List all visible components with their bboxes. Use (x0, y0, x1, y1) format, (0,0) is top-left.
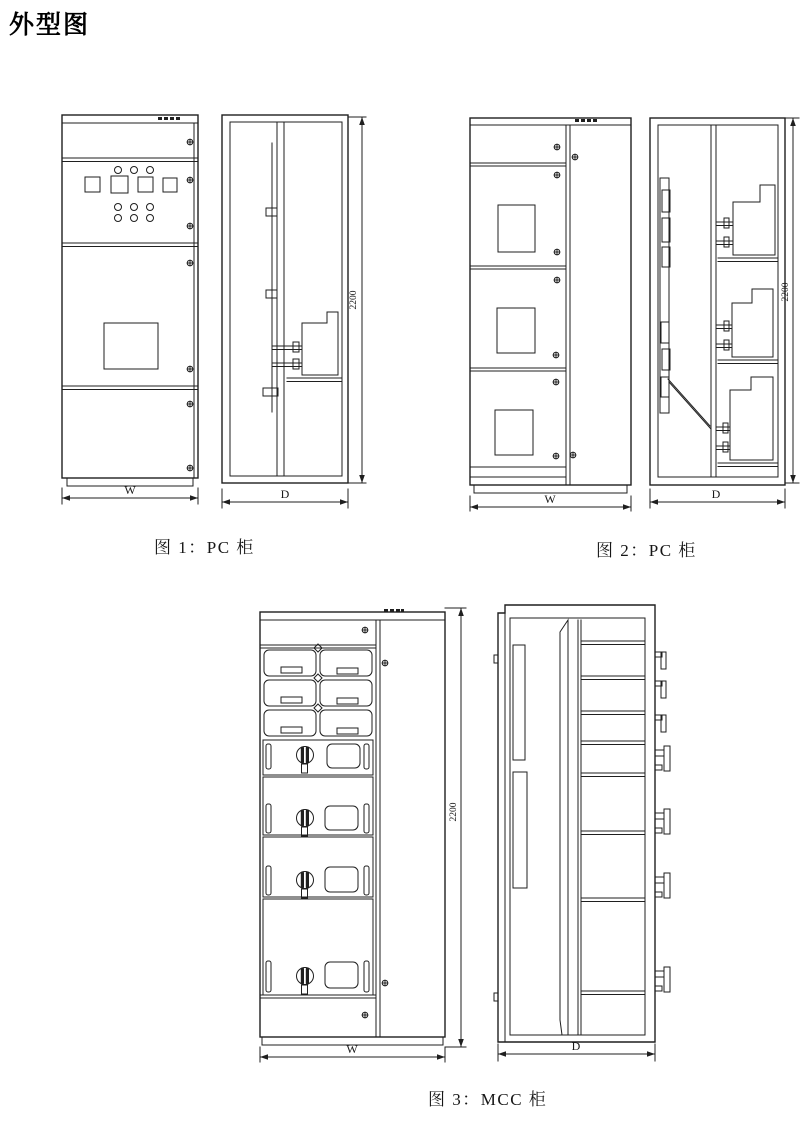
figure2-front-view (470, 118, 631, 493)
drawer-window (325, 806, 358, 830)
drawer-window (327, 744, 360, 768)
nameplate (158, 117, 180, 120)
circuit-breaker-bottom (716, 377, 778, 467)
figure3-height-dimension (445, 608, 466, 1047)
height-label: 2200 (349, 290, 359, 310)
width-label: W (346, 1042, 358, 1056)
figure3-caption: 图 3：MCC 柜 (428, 1090, 548, 1109)
rotary-switch (297, 872, 314, 889)
figure3-side-view (494, 605, 670, 1042)
drawer-unit-4 (263, 899, 373, 995)
depth-label: D (711, 487, 721, 501)
depth-label: D (280, 487, 290, 501)
circuit-breaker (302, 312, 338, 375)
ventilation-window (498, 205, 535, 252)
pushbuttons (115, 204, 154, 222)
panel-screws (187, 139, 193, 471)
rotary-switch (297, 747, 314, 764)
nameplate (575, 119, 597, 122)
busbar-chamber (513, 645, 527, 888)
indicator-lamps (115, 167, 154, 174)
figure3-front-view (260, 609, 445, 1045)
figure2-width-dimension (470, 492, 631, 511)
nameplate (384, 609, 404, 612)
drawer-shelves (581, 641, 645, 995)
rotary-switch (297, 968, 314, 985)
vertical-busbar (263, 143, 278, 412)
drawer-unit-3 (263, 837, 373, 898)
figure1-side-view (222, 115, 348, 483)
width-label: W (544, 492, 556, 506)
figure1-caption: 图 1：PC 柜 (154, 538, 255, 557)
ventilation-window (497, 308, 535, 353)
drawer-unit-1 (263, 740, 373, 775)
figure1-depth-dimension (222, 487, 348, 508)
cable-run (668, 379, 711, 429)
mounting-column (560, 620, 568, 1035)
meters (85, 176, 177, 193)
panel-screws (362, 627, 388, 1018)
drawer-window (325, 867, 358, 892)
circuit-breaker-top (716, 185, 778, 262)
ventilation-window (495, 410, 533, 455)
figure2-height-dimension (781, 118, 799, 483)
rotary-switch (297, 810, 314, 827)
depth-label: D (571, 1039, 581, 1053)
width-label: W (124, 483, 136, 497)
cable-duct (660, 178, 670, 413)
drawer-unit-2 (263, 777, 373, 836)
height-label: 2200 (449, 802, 459, 822)
figure1-front-view (62, 115, 198, 486)
drawer-window (325, 962, 358, 988)
drawer-handles (655, 652, 670, 992)
circuit-breaker-middle (716, 289, 778, 364)
figure2-depth-dimension (650, 487, 785, 508)
page-title: 外型图 (9, 10, 91, 39)
height-label: 2200 (781, 282, 791, 302)
small-drawer-units (264, 644, 372, 736)
ventilation-window (104, 323, 158, 369)
figure1-height-dimension (348, 117, 366, 483)
figure2-caption: 图 2：PC 柜 (596, 541, 697, 560)
figure2-side-view (650, 118, 785, 485)
